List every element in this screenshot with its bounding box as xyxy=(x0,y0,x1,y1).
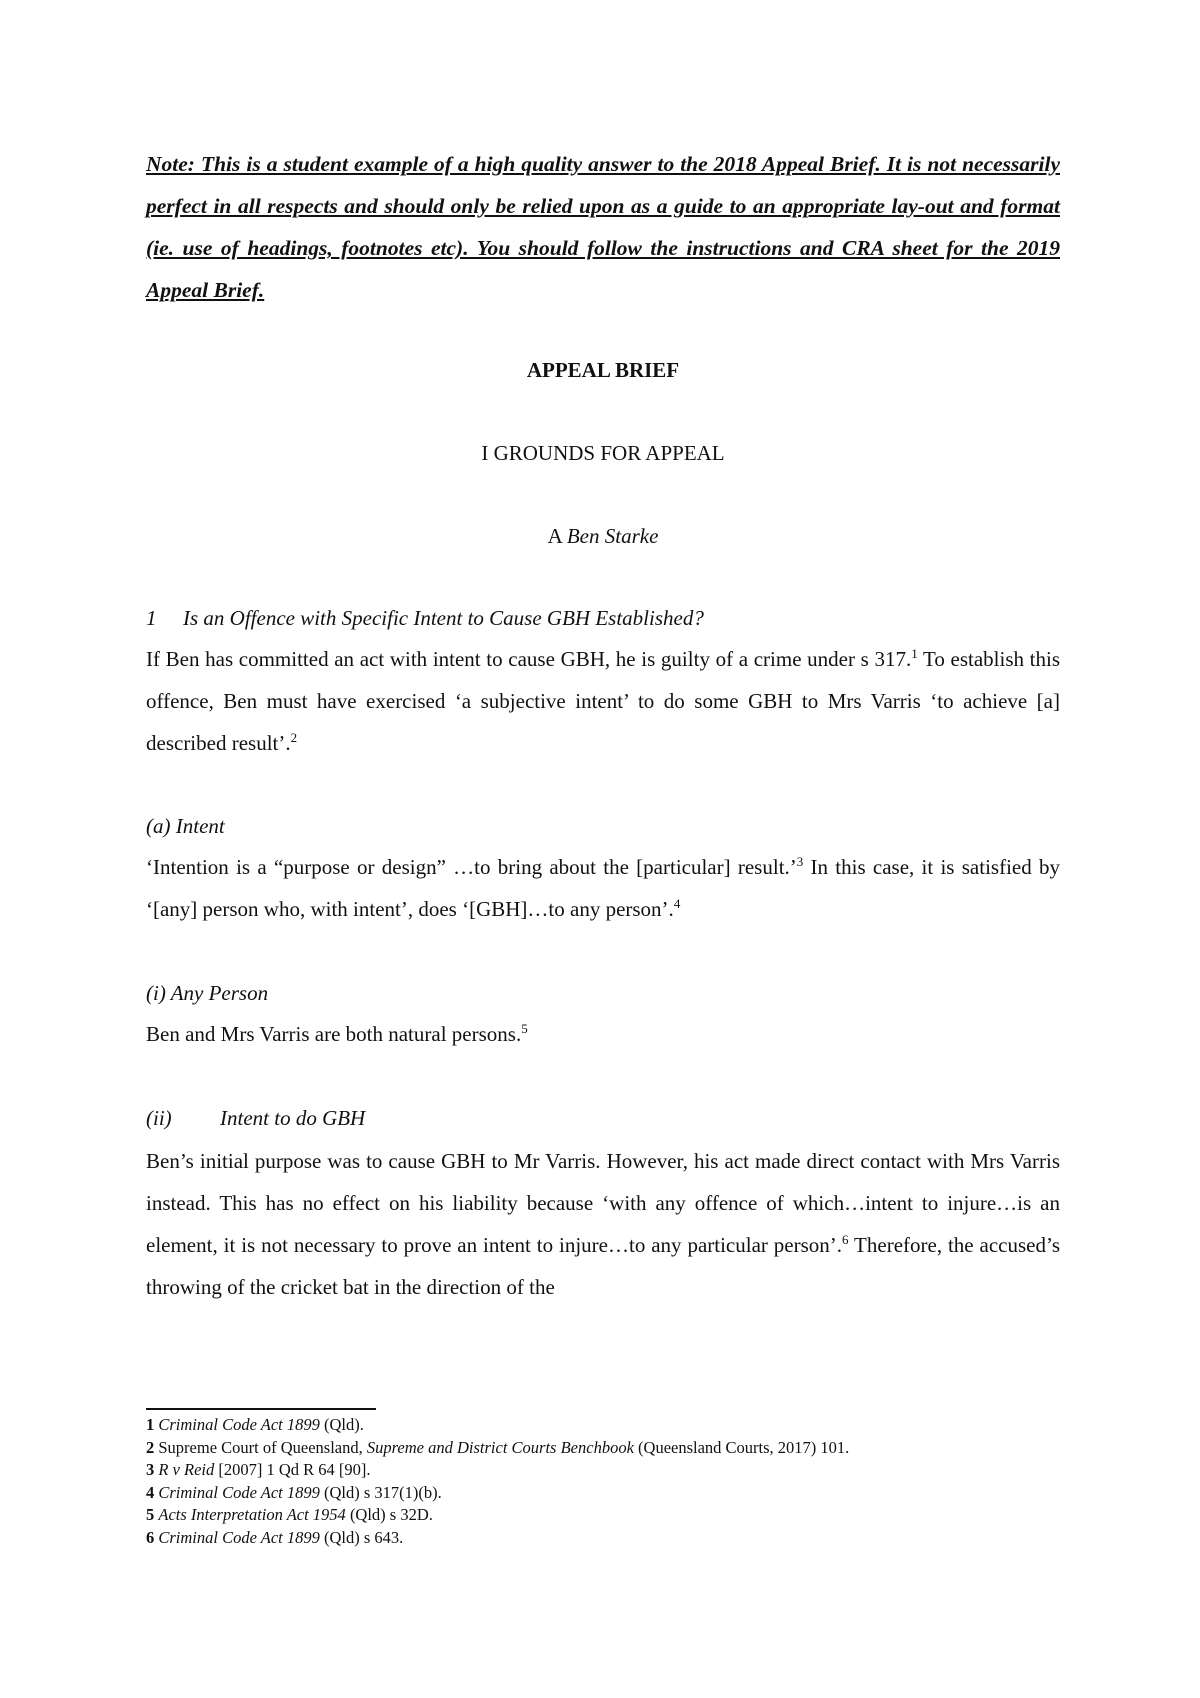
subpart-letter: A xyxy=(547,524,562,548)
footnote-number: 6 xyxy=(146,1527,155,1547)
footnote-6 xyxy=(146,1527,1060,1550)
part-heading: I GROUNDS FOR APPEAL xyxy=(481,441,725,465)
paragraph-2-text-a: ‘Intention is a “purpose or design” …to bring about the [particular] result.’ xyxy=(146,855,797,879)
footnote-number: 3 xyxy=(146,1460,155,1479)
heading-ii-intent-gbh xyxy=(146,1106,365,1131)
footnote-2 xyxy=(146,1437,1060,1460)
footnote-text: [2007] 1 Qd R 64 [90]. xyxy=(214,1460,371,1479)
footnote-number: 1 xyxy=(146,1415,155,1434)
heading-ii-text: Intent to do GBH xyxy=(220,1106,366,1130)
paragraph-1-text-a: If Ben has committed an act with intent to cause GBH, he is guilty of a crime under s 317. xyxy=(146,647,912,671)
footnote-3 xyxy=(146,1459,1060,1482)
footnote-separator xyxy=(146,1408,376,1410)
footnote-text: (Qld). xyxy=(319,1415,364,1434)
footnote-4 xyxy=(146,1482,1060,1505)
footnote-citation: Acts Interpretation Act 1954 xyxy=(158,1505,346,1524)
footnote-text: (Qld) s 643. xyxy=(319,1527,404,1547)
disclaimer-note: Note: This is a student example of a high quality answer to the 2018 Appeal Brief. It is not necessarily perfect in all respects and should only be relied upon as a guide to an appropriate lay-out and format (ie. use of headings, footnotes etc). You should follow the instructions and CRA sheet for the 2019 Appeal Brief. xyxy=(146,152,1060,302)
paragraph-3-text: Ben and Mrs Varris are both natural persons. xyxy=(146,1022,522,1046)
subpart-name: Ben Starke xyxy=(566,524,659,548)
footnote-1 xyxy=(146,1414,1060,1437)
document-title: APPEAL BRIEF xyxy=(526,358,680,382)
subpart-heading xyxy=(146,524,1060,549)
heading-1-number: 1 xyxy=(146,606,157,630)
paragraph-2-text-b: In this case, it is satisfied by ‘[any] person who, with intent’, does ‘[GBH]…to any person’. xyxy=(146,855,1060,921)
footnote-citation: Criminal Code Act 1899 xyxy=(158,1482,320,1502)
paragraph-1 xyxy=(146,638,1060,764)
paragraph-4-text-b: Therefore, the accused’s throwing of the cricket bat in the direction of the xyxy=(146,1233,1060,1299)
footnote-ref-1[interactable]: 1 xyxy=(911,646,918,661)
paragraph-3 xyxy=(146,1013,1060,1055)
footnote-citation: Criminal Code Act 1899 xyxy=(158,1415,320,1434)
footnote-text: (Qld) s 32D. xyxy=(345,1505,433,1524)
footnotes xyxy=(146,1414,1060,1549)
paragraph-4-text-a: Ben’s initial purpose was to cause GBH to Mr Varris. However, his act made direct contact with Mrs Varris instead. This has no effect on his liability because ‘with any offence of which…intent to injure…is an element, it is not necessary to prove an intent to injure…to any particular person’. xyxy=(146,1149,1060,1257)
heading-1-text: Is an Offence with Specific Intent to Cause GBH Established? xyxy=(183,606,704,630)
heading-ii-number: (ii) xyxy=(146,1106,172,1130)
footnote-ref-5[interactable]: 5 xyxy=(521,1021,528,1036)
heading-1 xyxy=(146,606,704,631)
footnote-text: (Qld) s 317(1)(b). xyxy=(319,1482,442,1502)
footnote-ref-3[interactable]: 3 xyxy=(796,854,804,869)
footnote-number: 2 xyxy=(146,1437,155,1457)
footnote-text: Supreme Court of Queensland, xyxy=(158,1437,367,1457)
paragraph-4 xyxy=(146,1140,1060,1308)
heading-i-any-person: (i) Any Person xyxy=(146,981,269,1005)
footnote-number: 5 xyxy=(146,1505,155,1524)
footnote-number: 4 xyxy=(146,1482,155,1502)
footnote-citation: R v Reid xyxy=(158,1460,215,1479)
footnote-text: (Queensland Courts, 2017) 101. xyxy=(633,1437,850,1457)
footnote-5 xyxy=(146,1504,1060,1527)
paragraph-1-text-b: To establish this offence, Ben must have exercised ‘a subjective intent’ to do some GBH to Mrs Varris ‘to achieve [a] described result’. xyxy=(146,647,1060,755)
footnote-ref-6[interactable]: 6 xyxy=(842,1232,849,1247)
footnote-citation: Criminal Code Act 1899 xyxy=(158,1527,320,1547)
heading-a-intent: (a) Intent xyxy=(146,814,225,838)
footnote-citation: Supreme and District Courts Benchbook xyxy=(366,1437,634,1457)
footnote-ref-2[interactable]: 2 xyxy=(290,730,298,745)
footnote-ref-4[interactable]: 4 xyxy=(673,896,681,911)
paragraph-2 xyxy=(146,846,1060,930)
